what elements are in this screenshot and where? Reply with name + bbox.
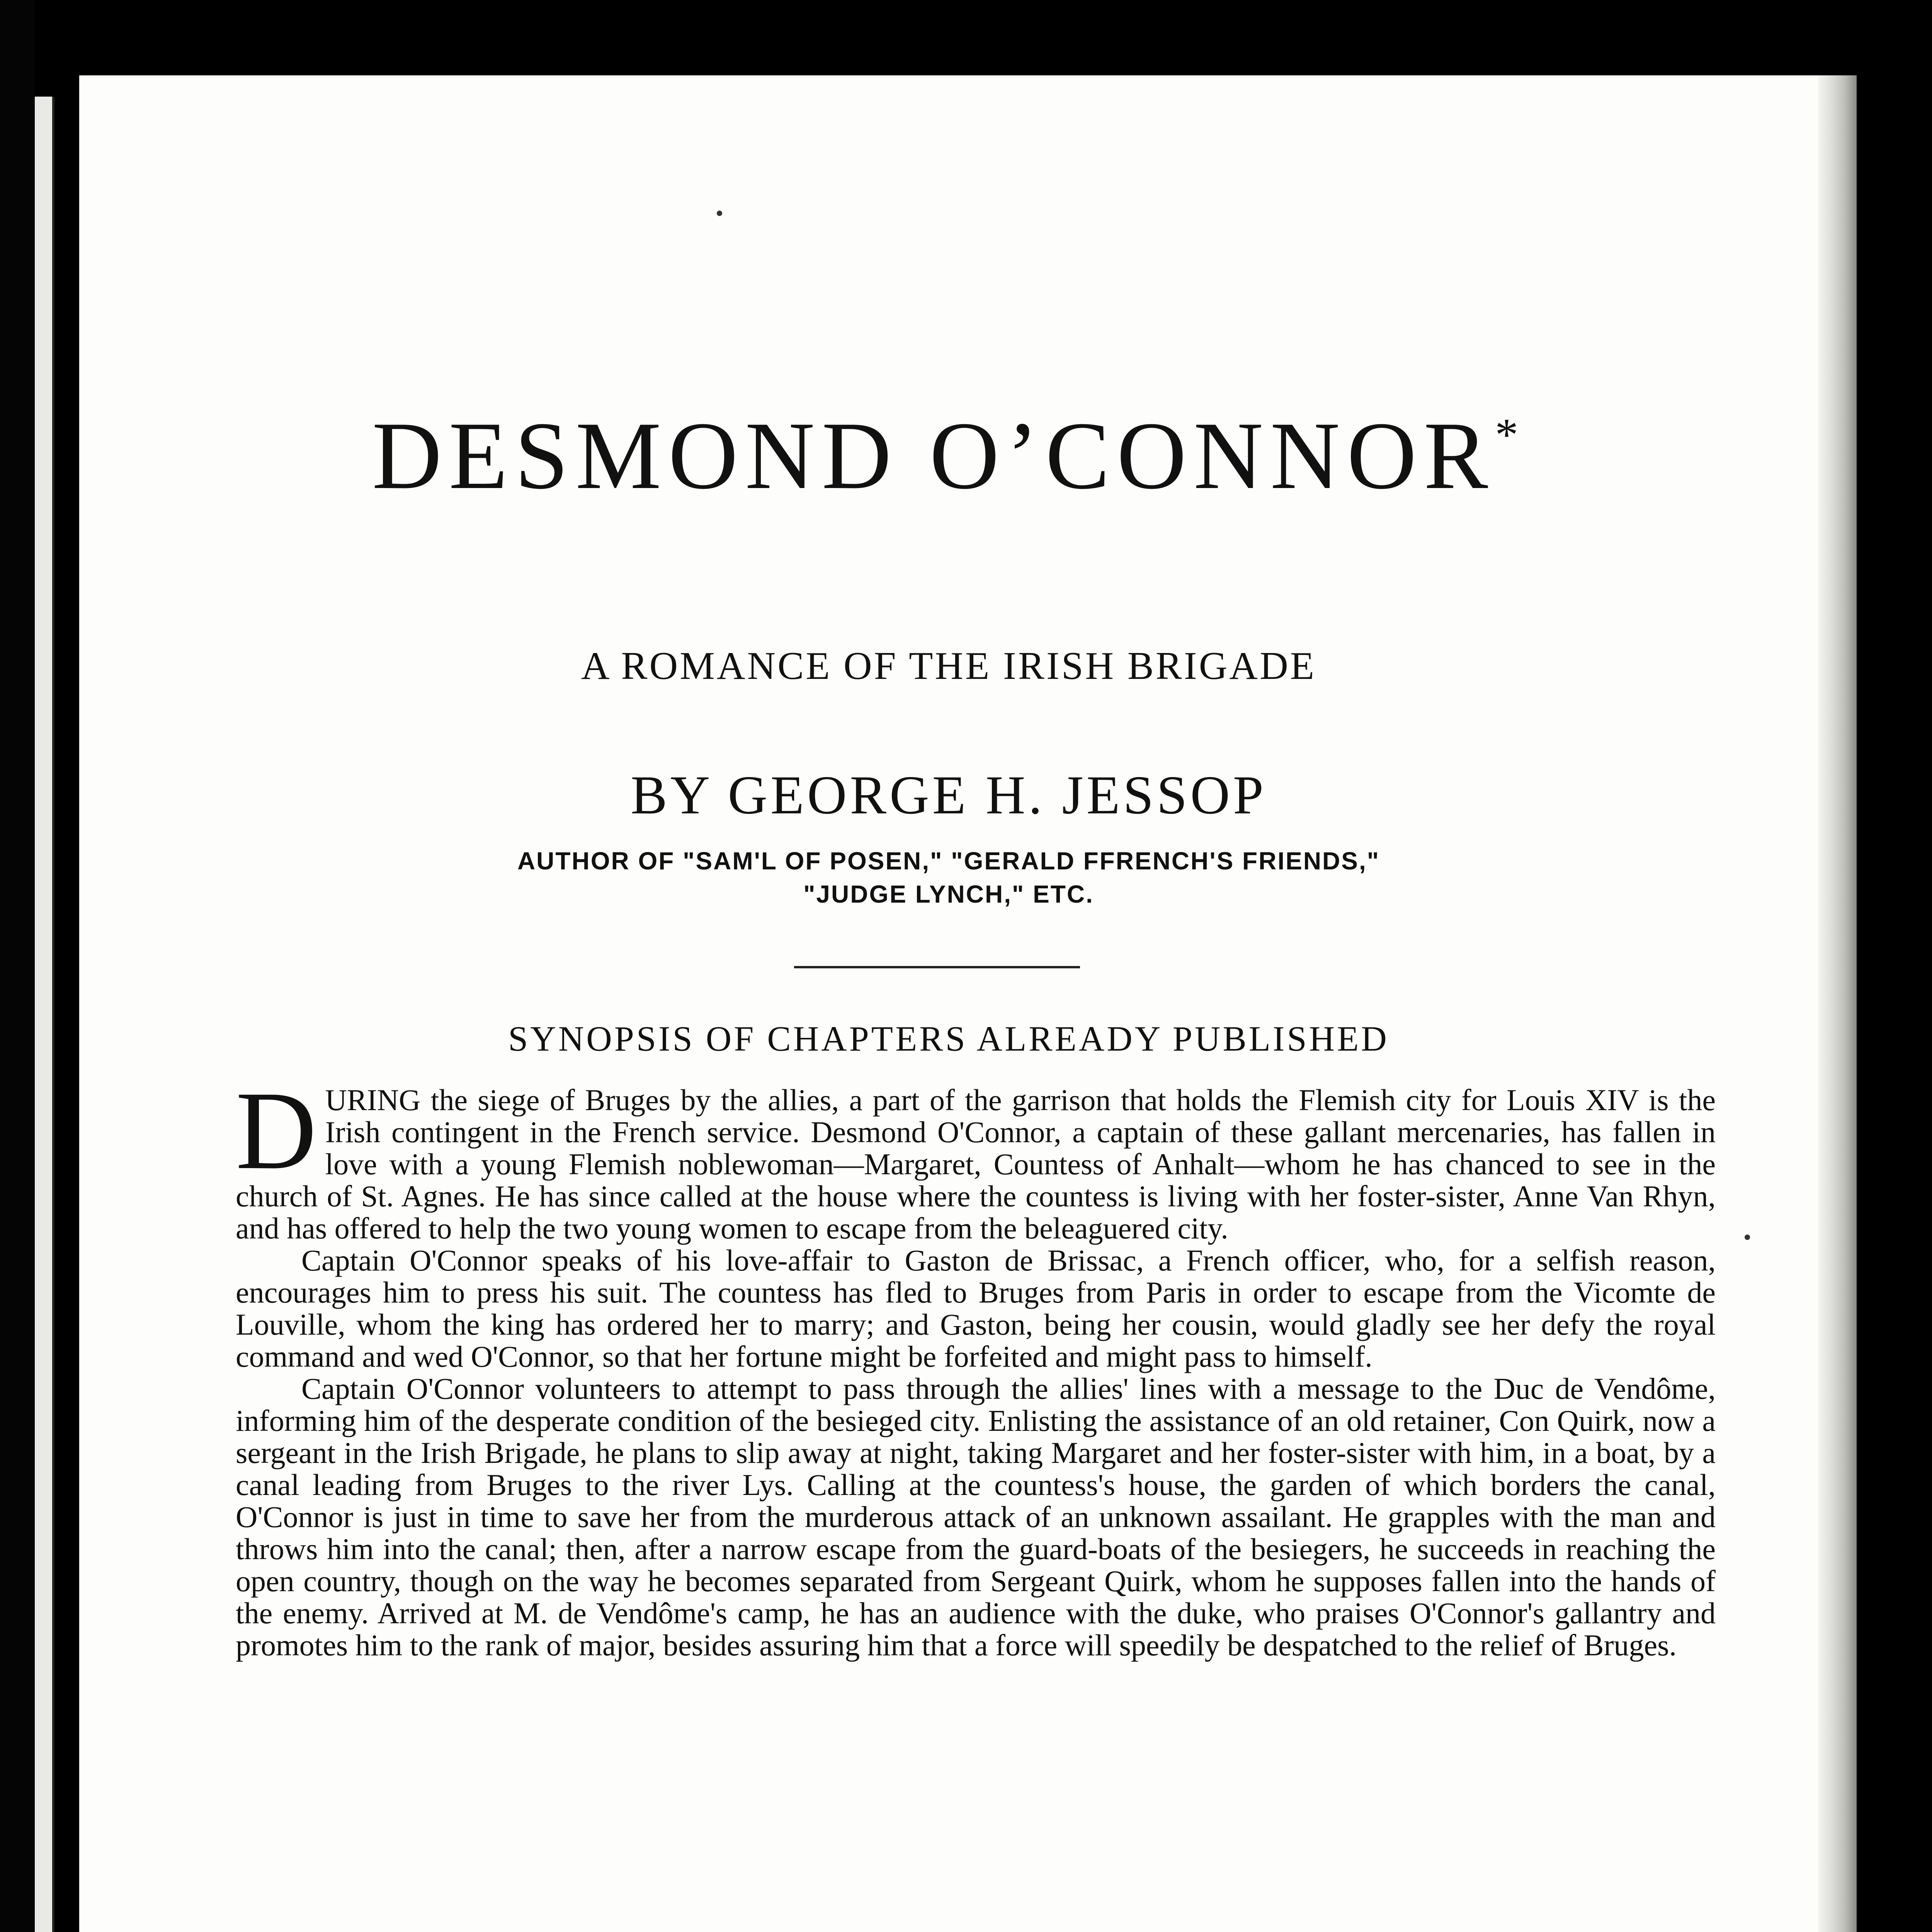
print-speck	[717, 211, 722, 216]
print-speck	[1745, 1235, 1750, 1240]
synopsis-paragraph: Captain O'Connor volunteers to attempt to pass through the allies' lines with a message to the Duc de Vendôme, informing him of the desperate condition of the besieged city. Enlisting the assistance of an old retainer, Con Quirk, now a sergeant in the Irish Brigade, he plans to slip away at night, taking Margaret and her foster-sister with him, in a boat, by a canal leading from Bruges to the river Lys. Calling at the countess's house, the garden of which borders the canal, O'Connor is just in time to save her from the murderous attack of an unknown assailant. He grapples with the man and throws him into the canal; then, after a narrow escape from the guard-boats of the besiegers, he succeeds in reaching the open country, though on the way he becomes separated from Sergeant Quirk, whom he supposes fallen into the hands of the enemy. Arrived at M. de Vendôme's camp, he has an audience with the duke, who praises O'Connor's gallantry and promotes him to the rank of major, besides assuring him that a force will speedily be despatched to the relief of Bruges.	[236, 1372, 1716, 1662]
synopsis-paragraph: DURING the siege of Bruges by the allies, a part of the garrison that holds the Flemish city for Louis XIV is the Irish contingent in the French service. Desmond O'Connor, a captain of these gallant mercenaries, has fallen in love with a young Flemish noblewoman—Margaret, Countess of Anhalt—whom he has chanced to see in the church of St. Agnes. He has since called at the house where the countess is living with her foster-sister, Anne Van Rhyn, and has offered to help the two young women to escape from the beleaguered city.	[236, 1068, 1716, 1245]
story-subtitle: A ROMANCE OF THE IRISH BRIGADE	[581, 644, 1316, 688]
synopsis-paragraph: Captain O'Connor speaks of his love-affair to Gaston de Brissac, a French officer, who, for a selfish reason, encourages him to press his suit. The countess has fled to Bruges from Paris in order to escape from the Vicomte de Louville, whom the king has ordered her to marry; and Gaston, being her cousin, would gladly see her defy the royal command and wed O'Connor, so that her fortune might be forfeited and might pass to himself.	[236, 1243, 1716, 1373]
page-edge-shadow	[1818, 75, 1857, 1932]
author-credits	[79, 844, 1818, 911]
author-credits-line-2: "JUDGE LYNCH," ETC.	[803, 880, 1094, 908]
magazine-page	[79, 75, 1818, 1932]
author-credits-line-1: AUTHOR OF "SAM'L OF POSEN," "GERALD FFRENCH'S FRIENDS,"	[517, 847, 1380, 875]
scan-left-margin	[0, 0, 35, 1932]
story-title: DESMOND O’CONNOR*	[372, 402, 1526, 509]
synopsis-heading: SYNOPSIS OF CHAPTERS ALREADY PUBLISHED	[508, 1019, 1389, 1058]
drop-cap: D	[236, 1068, 317, 1192]
facing-page-edge	[35, 97, 54, 1932]
synopsis-body	[236, 1068, 1716, 1662]
byline: BY GEORGE H. JESSOP	[631, 764, 1267, 825]
footnote-marker: *	[1495, 409, 1526, 460]
section-divider	[794, 966, 1080, 968]
